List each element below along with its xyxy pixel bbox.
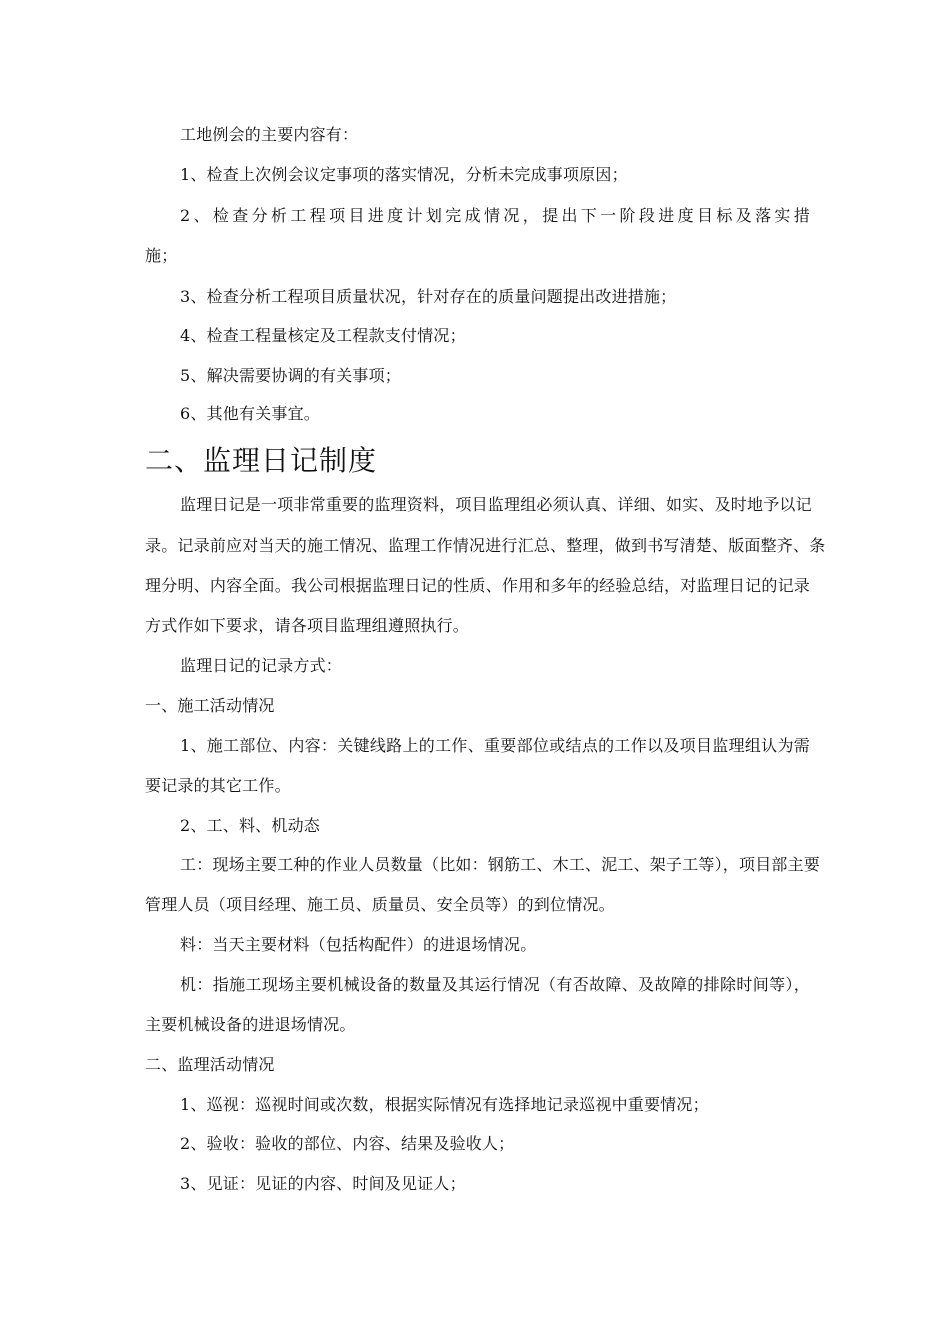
meeting-item-1: 1、检查上次例会议定事项的落实情况，分析未完成事项原因；	[180, 165, 628, 184]
meeting-item-3: 3、检查分析工程项目质量状况，针对存在的质量问题提出改进措施；	[180, 287, 677, 306]
construction-line-1: 1、施工部位、内容：关键线路上的工作、重要部位或结点的工作以及项目监理组认为需	[180, 736, 810, 755]
meeting-item-5: 5、解决需要协调的有关事项；	[180, 366, 401, 385]
meeting-item-6: 6、其他有关事宜。	[180, 404, 320, 423]
supervision-line-1: 1、巡视：巡视时间或次数，根据实际情况有选择地记录巡视中重要情况；	[180, 1095, 709, 1114]
meeting-item-2: 2、检查分析工程项目进度计划完成情况，提出下一阶段进度目标及落实措	[180, 206, 810, 225]
supervision-line-3: 3、见证：见证的内容、时间及见证人；	[180, 1174, 466, 1193]
diary-paragraph-line-1: 监理日记是一项非常重要的监理资料，项目监理组必须认真、详细、如实、及时地予以记	[180, 495, 812, 514]
subsection-title-construction: 一、施工活动情况	[145, 696, 275, 715]
meeting-intro: 工地例会的主要内容有：	[180, 125, 359, 144]
diary-paragraph-line-3: 理分明、内容全面。我公司根据监理日记的性质、作用和多年的经验总结，对监理日记的记录	[145, 576, 810, 595]
supervision-line-2: 2、验收：验收的部位、内容、结果及验收人；	[180, 1134, 515, 1153]
meeting-item-4: 4、检查工程量核定及工程款支付情况；	[180, 326, 466, 345]
section-heading: 二、监理日记制度	[145, 444, 378, 477]
diary-paragraph-line-2: 录。记录前应对当天的施工情况、监理工作情况进行汇总、整理，做到书写清楚、版面整齐、条	[145, 536, 826, 555]
construction-line-7: 机：指施工现场主要机械设备的数量及其运行情况（有否故障、及故障的排除时间等），	[180, 975, 810, 994]
construction-line-2: 要记录的其它工作。	[145, 776, 291, 795]
construction-line-5: 管理人员（项目经理、施工员、质量员、安全员等）的到位情况。	[145, 895, 615, 914]
record-method-title: 监理日记的记录方式：	[180, 656, 343, 675]
construction-line-3: 2、工、料、机动态	[180, 816, 320, 835]
meeting-item-2-continued: 施；	[145, 246, 178, 265]
construction-line-4: 工：现场主要工种的作业人员数量（比如：钢筋工、木工、泥工、架子工等），项目部主要	[180, 855, 821, 874]
construction-line-8: 主要机械设备的进退场情况。	[145, 1015, 356, 1034]
construction-line-6: 料：当天主要材料（包括构配件）的进退场情况。	[180, 935, 537, 954]
diary-paragraph-line-4: 方式作如下要求，请各项目监理组遵照执行。	[145, 616, 470, 635]
subsection-title-supervision: 二、监理活动情况	[145, 1055, 275, 1074]
